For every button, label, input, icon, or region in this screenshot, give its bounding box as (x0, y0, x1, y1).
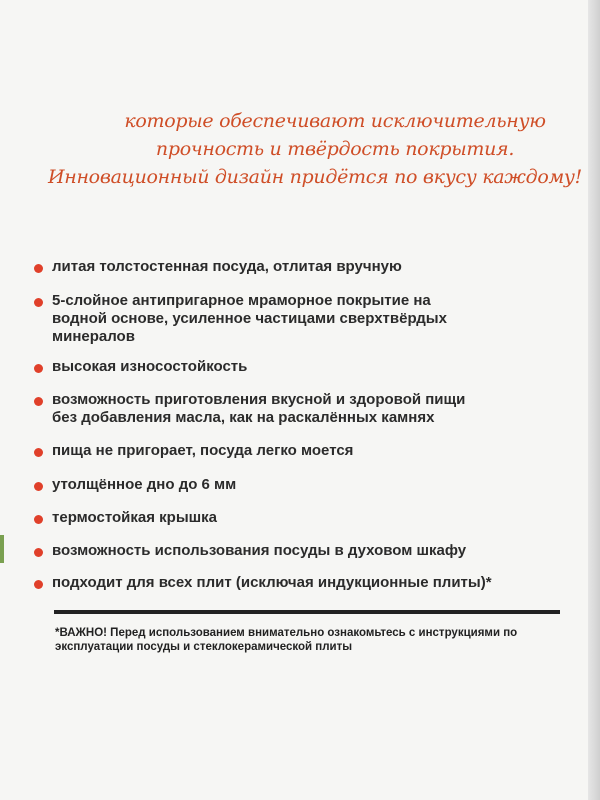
feature-text: утолщённое дно до 6 мм (52, 476, 237, 493)
important-note: *ВАЖНО! Перед использованием внимательно ознакомьтесь с инструкциями по эксплуатации посуды и стеклокерамической плиты (55, 627, 518, 653)
divider (54, 610, 560, 614)
feature-text: высокая износостойкость (52, 358, 248, 375)
slogan-line-1: которые обеспечивают исключительную (124, 110, 546, 132)
slogan-line-3: Инновационный дизайн придётся по вкусу каждому! (47, 166, 582, 188)
feature-text: 5-слойное антипригарное мраморное покрытие на водной основе, усиленное частицами сверхтвёрдых минералов (52, 292, 447, 345)
feature-text: подходит для всех плит (исключая индукционные плиты)* (52, 574, 492, 591)
bullet-icon (34, 298, 43, 307)
bullet-icon (34, 264, 43, 273)
slogan-line-2: прочность и твёрдость покрытия. (155, 138, 515, 160)
feature-text: термостойкая крышка (52, 509, 217, 526)
feature-text: возможность использования посуды в духовом шкафу (52, 542, 467, 559)
bullet-icon (34, 580, 43, 589)
bullet-icon (34, 364, 43, 373)
bullet-icon (34, 548, 43, 557)
feature-text: литая толстостенная посуда, отлитая вручную (52, 258, 402, 275)
feature-text: пища не пригорает, посуда легко моется (52, 442, 354, 459)
bullet-icon (34, 515, 43, 524)
bullet-icon (34, 397, 43, 406)
feature-text: возможность приготовления вкусной и здоровой пищи без добавления масла, как на раскалённых камнях (52, 391, 466, 426)
green-edge-accent (0, 535, 4, 563)
bullet-icon (34, 448, 43, 457)
bullet-icon (34, 482, 43, 491)
